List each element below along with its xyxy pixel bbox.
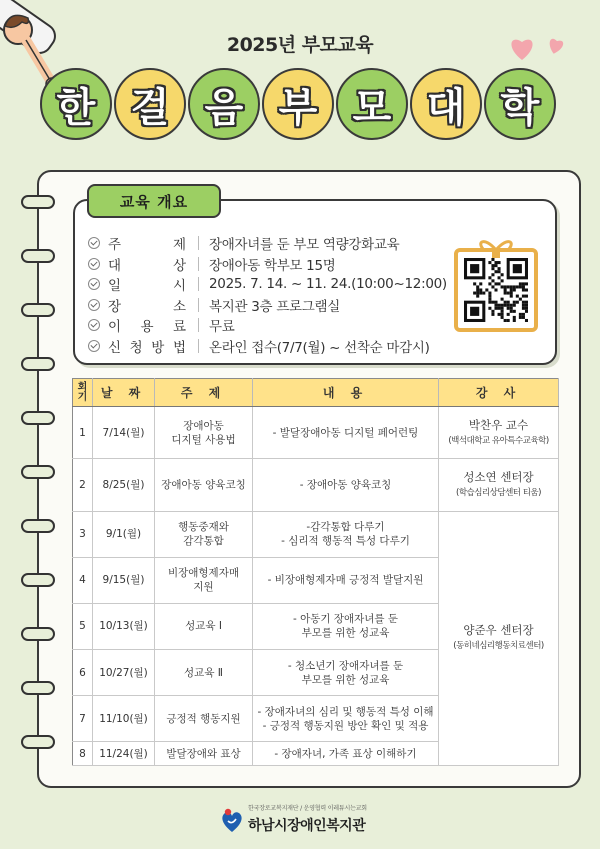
cell-date: 11/10(월) [93, 696, 155, 742]
col-header-topic: 주 제 [155, 379, 253, 407]
cell-instructor [439, 459, 559, 511]
col-header-content: 내 용 [253, 379, 439, 407]
info-row [88, 295, 458, 316]
ring-binder [21, 411, 55, 425]
cell-topic: 비장애형제자매 지원 [155, 557, 253, 603]
cell-content: - 장애자녀의 심리 및 행동적 특성 이해 - 긍정적 행동지원 방안 확인 및 적용 [253, 696, 439, 742]
schedule-table [72, 378, 559, 766]
info-label: 이 용 료 [108, 319, 188, 336]
info-value: 장애아동 학부모 15명 [209, 257, 336, 274]
cell-no: 2 [73, 459, 93, 511]
cell-instructor [439, 511, 559, 765]
info-row [88, 254, 458, 275]
cell-no: 7 [73, 696, 93, 742]
instructor-org: (동히네심리행동치료센터) [453, 641, 544, 652]
overview-info-list [88, 233, 458, 356]
footer-sponsor: 한국장로교복지재단 / 운영협력 이레튜시는교회 [248, 805, 367, 812]
table-row [73, 511, 559, 557]
instructor-org: (백석대학교 유아특수교육학) [448, 435, 549, 446]
check-icon [88, 299, 100, 311]
table-row [73, 459, 559, 511]
cell-date: 10/13(월) [93, 603, 155, 649]
check-icon [88, 237, 100, 249]
ring-binder [21, 303, 55, 317]
footer-org-name: 하남시장애인복지관 [248, 818, 366, 834]
ring-binder [21, 627, 55, 641]
instructor-org: (학습심리상담센터 티움) [456, 488, 541, 499]
title-char: 걸 [114, 68, 186, 140]
check-icon [88, 319, 100, 331]
title-char: 부 [262, 68, 334, 140]
ring-binder [21, 573, 55, 587]
info-label: 일 시 [108, 278, 188, 295]
check-icon [88, 340, 100, 352]
info-value: 무료 [209, 319, 235, 336]
title-char: 모 [336, 68, 408, 140]
cell-content: - 장애아동 양육코칭 [253, 459, 439, 511]
info-value: 장애자녀를 둔 부모 역량강화교육 [209, 237, 400, 254]
organization-logo-icon [220, 805, 244, 833]
table-row [73, 407, 559, 459]
ring-binder [21, 357, 55, 371]
cell-topic: 긍정적 행동지원 [155, 696, 253, 742]
cell-content: - 비장애형제자매 긍정적 발달지원 [253, 557, 439, 603]
cell-date: 8/25(월) [93, 459, 155, 511]
page-title [40, 62, 560, 146]
instructor-name: 박찬우 교수 [468, 417, 529, 432]
cell-date: 10/27(월) [93, 650, 155, 696]
cell-topic: 행동중재와 감각통합 [155, 511, 253, 557]
cell-no: 5 [73, 603, 93, 649]
cell-date: 9/15(월) [93, 557, 155, 603]
cell-content: - 청소년기 장애자녀를 둔 부모를 위한 성교육 [253, 650, 439, 696]
cell-topic: 성교육 Ⅱ [155, 650, 253, 696]
info-row [88, 336, 458, 357]
page-subtitle: 2025년 부모교육 [226, 34, 374, 56]
cell-no: 8 [73, 742, 93, 766]
ring-binder [21, 681, 55, 695]
cell-no: 3 [73, 511, 93, 557]
check-icon [88, 278, 100, 290]
overview-tab: 교육 개요 [87, 184, 221, 218]
info-value: 2025. 7. 14. ~ 11. 24.(10:00~12:00) [209, 276, 447, 293]
info-row [88, 315, 458, 336]
cell-no: 6 [73, 650, 93, 696]
info-label: 대 상 [108, 257, 188, 274]
title-char: 음 [188, 68, 260, 140]
title-char: 학 [484, 68, 556, 140]
col-header-instructor: 강 사 [439, 379, 559, 407]
footer [220, 803, 420, 839]
info-label: 신 청 방 법 [108, 339, 188, 356]
cell-date: 11/24(월) [93, 742, 155, 766]
info-label: 주 제 [108, 237, 188, 254]
title-char: 대 [410, 68, 482, 140]
cell-instructor [439, 407, 559, 459]
instructor-name: 성소연 센터장 [463, 470, 534, 485]
ring-binder [21, 519, 55, 533]
cell-content: -감각통합 다루기 - 심리적 행동적 특성 다루기 [253, 511, 439, 557]
qr-code-icon[interactable] [454, 232, 538, 332]
table-header-row [73, 379, 559, 407]
cell-date: 9/1(월) [93, 511, 155, 557]
info-value: 온라인 접수(7/7(월) ~ 선착순 마감시) [209, 339, 430, 356]
info-row [88, 233, 458, 254]
cell-topic: 장애아동 양육코칭 [155, 459, 253, 511]
cell-topic: 장애아동 디지털 사용법 [155, 407, 253, 459]
info-label: 장 소 [108, 298, 188, 315]
ring-binder [21, 249, 55, 263]
info-row [88, 274, 458, 295]
check-icon [88, 258, 100, 270]
cell-topic: 발달장애와 표상 [155, 742, 253, 766]
cell-content: - 아동기 장애자녀를 둔 부모를 위한 성교육 [253, 603, 439, 649]
cell-content: - 장애자녀, 가족 표상 이해하기 [253, 742, 439, 766]
col-header-no: 회 기 [73, 379, 93, 407]
title-char: 한 [40, 68, 112, 140]
cell-no: 1 [73, 407, 93, 459]
cell-topic: 성교육 Ⅰ [155, 603, 253, 649]
ring-binder [21, 195, 55, 209]
info-value: 복지관 3층 프로그램실 [209, 298, 340, 315]
cell-no: 4 [73, 557, 93, 603]
ring-binder [21, 735, 55, 749]
ring-binder [21, 465, 55, 479]
cell-content: - 발달장애아동 디지털 페어런팅 [253, 407, 439, 459]
col-header-date: 날 짜 [93, 379, 155, 407]
cell-date: 7/14(월) [93, 407, 155, 459]
instructor-name: 양준우 센터장 [463, 623, 534, 638]
